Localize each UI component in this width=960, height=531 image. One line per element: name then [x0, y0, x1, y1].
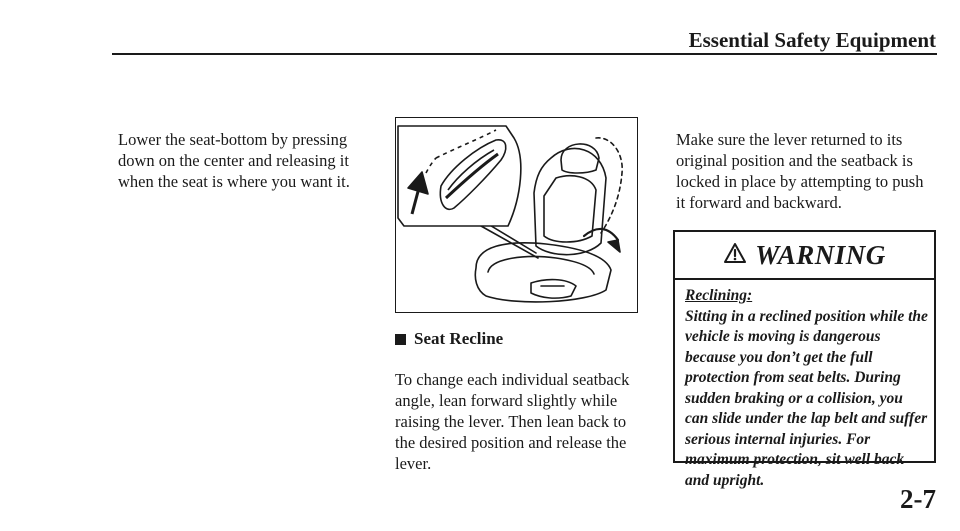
seat-illustration [396, 118, 636, 311]
bullet-square-icon [395, 334, 406, 345]
lever-inset [398, 126, 521, 226]
warning-subtitle: Reclining: [685, 287, 753, 304]
warning-body [675, 280, 934, 491]
warning-text: Sitting in a reclined position while the vehicle is moving is dangerous because you don’t get the full protection from seat belts. During sudden braking or a collision, you can slide under the lap belt and suffer serious internal injuries. For maximum protection, sit well back and upright. [685, 307, 928, 489]
seat-cushion-outline [475, 243, 611, 302]
warning-triangle-icon [723, 240, 747, 271]
header-divider [112, 53, 937, 55]
page-header-title: Essential Safety Equipment [688, 28, 936, 52]
lever-check-paragraph: Make sure the lever returned to its original position and the seatback is locked in place by attempting to push it forward and backward. [676, 130, 924, 212]
seat-recline-figure [395, 117, 638, 313]
seat-recline-heading-text: Seat Recline [414, 329, 504, 348]
warning-box [673, 230, 936, 489]
warning-title-text: WARNING [755, 239, 886, 270]
warning-header [675, 232, 934, 280]
seat-recline-heading [395, 329, 503, 349]
seat-bottom-paragraph: Lower the seat-bottom by pressing down on the center and releasing it when the seat is where you want it. [118, 130, 350, 191]
seat-recline-paragraph: To change each individual seatback angle, lean forward slightly while raising the lever. Then lean back to the desired position and release the lever. [395, 370, 630, 473]
page-number: 2-7 [900, 484, 936, 514]
